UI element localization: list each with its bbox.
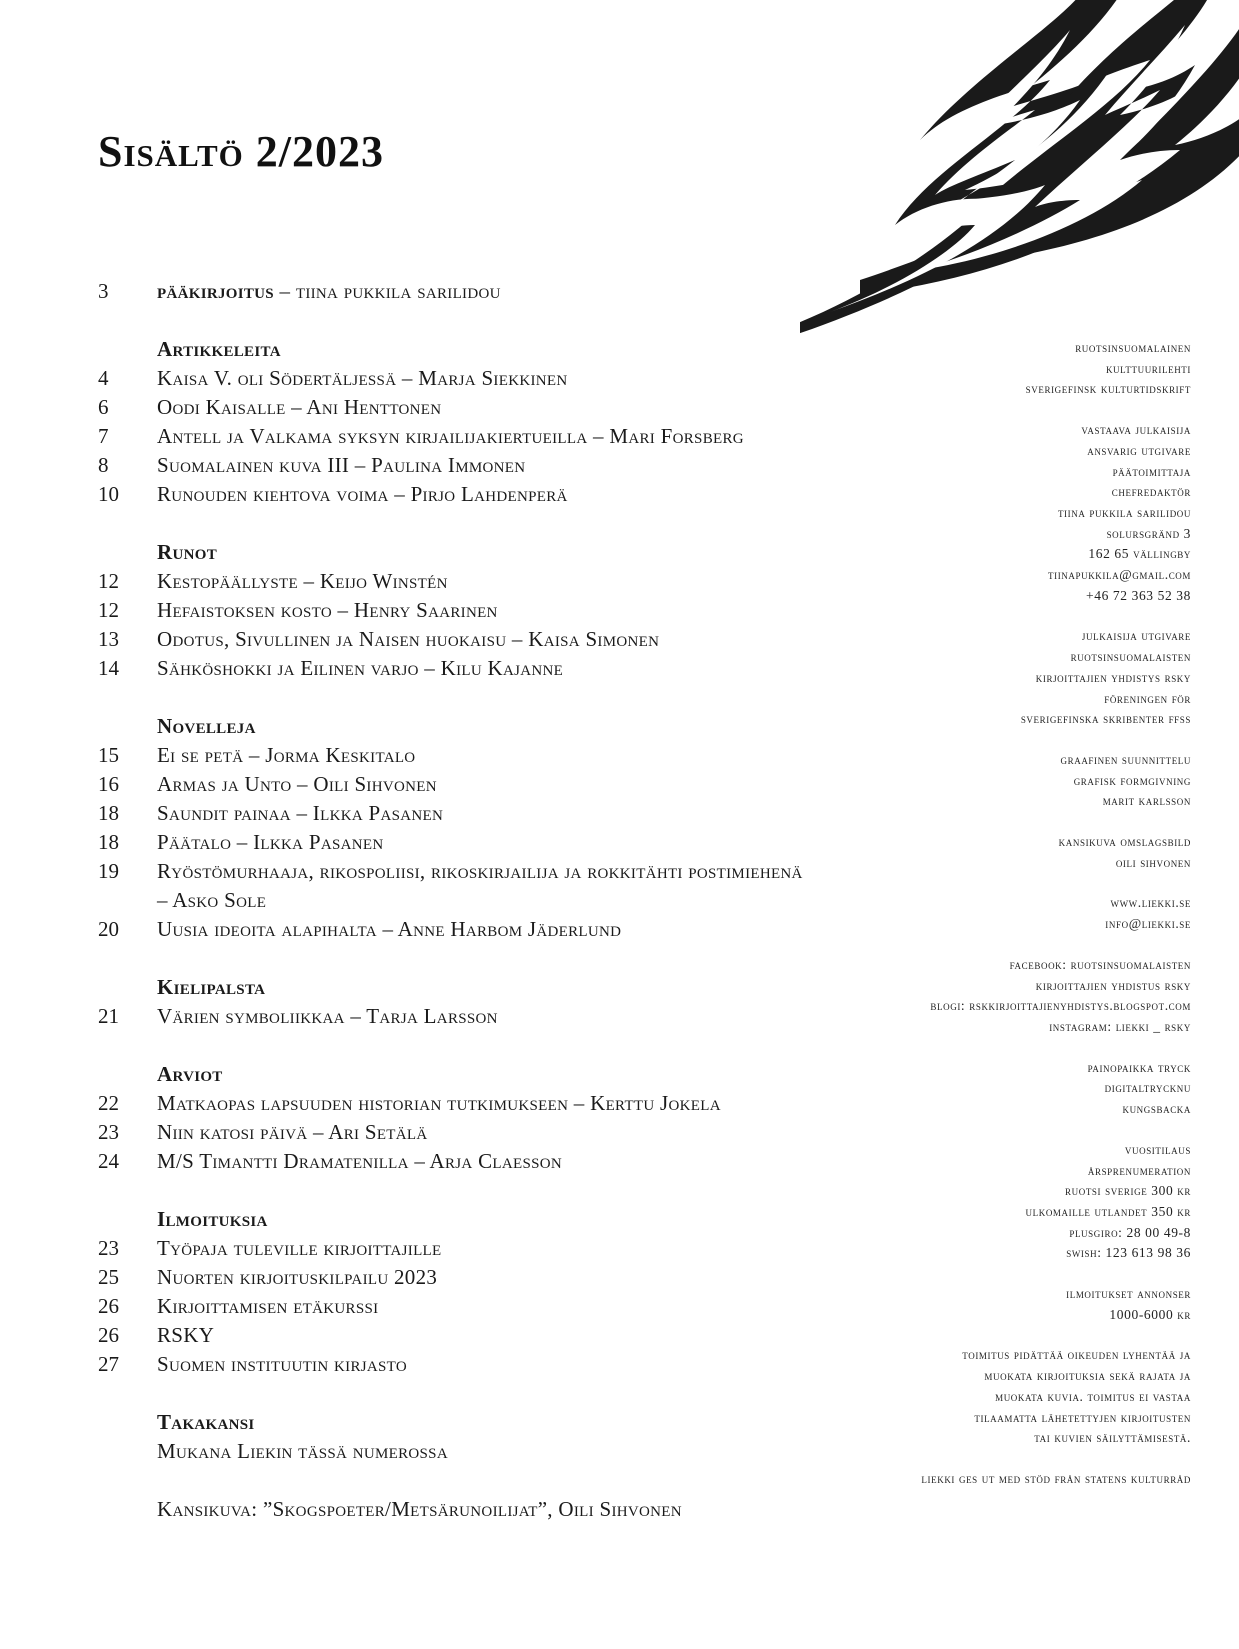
colophon-line: tiina pukkila sarilidou bbox=[1057, 504, 1191, 520]
toc-item-title: RSKY bbox=[157, 1323, 215, 1347]
colophon-line: info@liekki.se bbox=[1105, 916, 1191, 932]
colophon-block bbox=[771, 955, 1191, 1038]
toc-item-title: Kestopäällyste – Keijo Winstén bbox=[157, 569, 448, 593]
colophon-line: tiinapukkila@gmail.com bbox=[1048, 567, 1191, 583]
editorial-author: – tiina pukkila sarilidou bbox=[273, 279, 501, 303]
colophon-line: blogi: rskkirjoittajienyhdistys.blogspot.com bbox=[930, 998, 1191, 1014]
colophon-block bbox=[771, 1284, 1191, 1325]
colophon-line: 1000-6000 kr bbox=[1109, 1306, 1191, 1322]
toc-item-title: – Asko Sole bbox=[157, 888, 267, 912]
colophon-line: solursgränd 3 bbox=[1106, 525, 1191, 541]
toc-page-number: 13 bbox=[98, 627, 119, 651]
cover-note: Kansikuva: ”Skogspoeter/Metsärunoilijat”, Oili Sihvonen bbox=[157, 1497, 682, 1521]
colophon-line: plusgiro: 28 00 49-8 bbox=[1069, 1224, 1191, 1240]
colophon-line: liekki ges ut med stöd från statens kulturråd bbox=[921, 1470, 1191, 1486]
colophon-line: grafisk formgivning bbox=[1073, 772, 1191, 788]
colophon-line: föreningen för bbox=[1104, 690, 1191, 706]
toc-item-title: Matkaopas lapsuuden historian tutkimukseen – Kerttu Jokela bbox=[157, 1091, 721, 1115]
toc-item-title: Odotus, Sivullinen ja Naisen huokaisu – Kaisa Simonen bbox=[157, 627, 660, 651]
toc-page-number: 8 bbox=[98, 453, 109, 477]
section-heading: Artikkeleita bbox=[157, 337, 281, 361]
colophon-line: chefredaktör bbox=[1111, 484, 1191, 500]
toc-page-number: 21 bbox=[98, 1004, 119, 1028]
toc-page-number: 3 bbox=[98, 279, 109, 303]
toc-page-number: 16 bbox=[98, 772, 119, 796]
colophon-line: +46 72 363 52 38 bbox=[1086, 587, 1191, 603]
toc-page-number: 10 bbox=[98, 482, 119, 506]
colophon-block bbox=[771, 1058, 1191, 1120]
toc-item-title: Kirjoittamisen etäkurssi bbox=[157, 1294, 379, 1318]
editorial-label: pääkirjoitus bbox=[157, 279, 274, 303]
toc-item-title: Suomen instituutin kirjasto bbox=[157, 1352, 407, 1376]
toc-page-number: 23 bbox=[98, 1236, 119, 1260]
colophon-line: ruotsi sverige 300 kr bbox=[1065, 1183, 1191, 1199]
toc-item-title: Nuorten kirjoituskilpailu 2023 bbox=[157, 1265, 438, 1289]
section-heading: Runot bbox=[157, 540, 218, 564]
toc-item-title: Saundit painaa – Ilkka Pasanen bbox=[157, 801, 444, 825]
toc-item-title: Suomalainen kuva III – Paulina Immonen bbox=[157, 453, 526, 477]
colophon-block bbox=[771, 1469, 1191, 1490]
toc-item-title: Runouden kiehtova voima – Pirjo Lahdenperä bbox=[157, 482, 568, 506]
colophon-line: ruotsinsuomalaisten bbox=[1070, 649, 1191, 665]
colophon-line: marit karlsson bbox=[1102, 793, 1191, 809]
colophon-line: kirjoittajien yhdistys rsky bbox=[1035, 669, 1191, 685]
toc-item-title: Kaisa V. oli Södertäljessä – Marja Siekkinen bbox=[157, 366, 568, 390]
colophon-line: swish: 123 613 98 36 bbox=[1066, 1245, 1191, 1261]
toc-page-number: 19 bbox=[98, 859, 119, 883]
toc-page-number: 12 bbox=[98, 569, 119, 593]
toc-page-number: 7 bbox=[98, 424, 109, 448]
colophon-block bbox=[771, 893, 1191, 934]
colophon-line: ulkomaille utlandet 350 kr bbox=[1025, 1203, 1191, 1219]
colophon bbox=[771, 338, 1191, 1510]
toc-item-title: Työpaja tuleville kirjoittajille bbox=[157, 1236, 442, 1260]
toc-item-title: Uusia ideoita alapihalta – Anne Harbom Jäderlund bbox=[157, 917, 622, 941]
colophon-line: årsprenumeration bbox=[1087, 1162, 1191, 1178]
colophon-block bbox=[771, 1140, 1191, 1264]
toc-page-number: 24 bbox=[98, 1149, 119, 1173]
colophon-line: kulttuurilehti bbox=[1105, 360, 1191, 376]
colophon-line: toimitus pidättää oikeuden lyhentää ja bbox=[962, 1347, 1191, 1363]
toc-page-number: 20 bbox=[98, 917, 119, 941]
colophon-line: digitaltrycknu bbox=[1104, 1080, 1191, 1096]
section-heading: Ilmoituksia bbox=[157, 1207, 268, 1231]
colophon-line: facebook: ruotsinsuomalaisten bbox=[1009, 956, 1191, 972]
colophon-line: kansikuva omslagsbild bbox=[1058, 834, 1191, 850]
colophon-line: ilmoitukset annonser bbox=[1066, 1286, 1191, 1302]
colophon-line: graafinen suunnittelu bbox=[1060, 751, 1191, 767]
toc-page-number: 25 bbox=[98, 1265, 119, 1289]
toc-item-title: Oodi Kaisalle – Ani Henttonen bbox=[157, 395, 442, 419]
toc-page-number: 18 bbox=[98, 801, 119, 825]
colophon-line: kirjoittajien yhdistus rsky bbox=[1035, 977, 1191, 993]
colophon-line: julkaisija utgivare bbox=[1081, 628, 1191, 644]
toc-item-title: Päätalo – Ilkka Pasanen bbox=[157, 830, 384, 854]
toc-item-title: Niin katosi päivä – Ari Setälä bbox=[157, 1120, 428, 1144]
toc-page-number: 18 bbox=[98, 830, 119, 854]
toc-page-number: 12 bbox=[98, 598, 119, 622]
page-title: Sisältö 2/2023 bbox=[98, 127, 385, 176]
section-heading: Arviot bbox=[157, 1062, 223, 1086]
toc-page-number: 22 bbox=[98, 1091, 119, 1115]
colophon-block bbox=[771, 750, 1191, 812]
toc-item-title: Sähköshokki ja Eilinen varjo – Kilu Kajanne bbox=[157, 656, 564, 680]
colophon-line: muokata kirjoituksia sekä rajata ja bbox=[984, 1368, 1191, 1384]
toc-page-number: 26 bbox=[98, 1323, 119, 1347]
colophon-line: oili sihvonen bbox=[1115, 854, 1191, 870]
toc-item-title: Mukana Liekin tässä numerossa bbox=[157, 1439, 448, 1463]
colophon-line: kungsbacka bbox=[1122, 1101, 1191, 1117]
colophon-block bbox=[771, 832, 1191, 873]
colophon-line: vastaava julkaisija bbox=[1081, 422, 1191, 438]
toc-page-number: 6 bbox=[98, 395, 109, 419]
colophon-block bbox=[771, 1345, 1191, 1449]
colophon-line: 162 65 vällingby bbox=[1088, 546, 1191, 562]
colophon-line: tilaamatta lähetettyjen kirjoitusten bbox=[974, 1409, 1191, 1425]
colophon-line: www.liekki.se bbox=[1110, 895, 1191, 911]
colophon-line: painopaikka tryck bbox=[1087, 1059, 1191, 1075]
section-heading: Takakansi bbox=[157, 1410, 255, 1434]
toc-item-title: Ei se petä – Jorma Keskitalo bbox=[157, 743, 416, 767]
toc-item-editorial[interactable] bbox=[98, 277, 898, 306]
toc-page-number: 26 bbox=[98, 1294, 119, 1318]
colophon-line: sverigefinsk kulturtidskrift bbox=[1025, 381, 1191, 397]
colophon-block bbox=[771, 626, 1191, 730]
colophon-line: muokata kuvia. toimitus ei vastaa bbox=[995, 1388, 1191, 1404]
toc-page-number: 27 bbox=[98, 1352, 119, 1376]
toc-page-number: 23 bbox=[98, 1120, 119, 1144]
colophon-line: vuositilaus bbox=[1124, 1141, 1191, 1157]
toc-item-title: M/S Timantti Dramatenilla – Arja Claesson bbox=[157, 1149, 563, 1173]
colophon-line: instagram: liekki _ rsky bbox=[1049, 1018, 1191, 1034]
toc-page-number: 14 bbox=[98, 656, 119, 680]
colophon-block bbox=[771, 338, 1191, 400]
toc-item-title: Ryöstömurhaaja, rikospoliisi, rikoskirjailija ja rokkitähti postimiehenä bbox=[157, 859, 803, 883]
section-heading: Kielipalsta bbox=[157, 975, 266, 999]
colophon-line: ruotsinsuomalainen bbox=[1075, 340, 1191, 355]
colophon-line: tai kuvien säilyttämisestä. bbox=[1034, 1430, 1191, 1446]
toc-page-number: 15 bbox=[98, 743, 119, 767]
colophon-line: päätoimittaja bbox=[1112, 463, 1191, 479]
section-heading: Novelleja bbox=[157, 714, 256, 738]
toc-item-title: Hefaistoksen kosto – Henry Saarinen bbox=[157, 598, 498, 622]
colophon-block bbox=[771, 420, 1191, 606]
colophon-line: sverigefinska skribenter ffss bbox=[1020, 711, 1191, 727]
toc-item-title: Armas ja Unto – Oili Sihvonen bbox=[157, 772, 437, 796]
toc-item-title: Värien symboliikkaa – Tarja Larsson bbox=[157, 1004, 498, 1028]
toc-page-number: 4 bbox=[98, 366, 109, 390]
colophon-line: ansvarig utgivare bbox=[1087, 442, 1191, 458]
toc-item-title bbox=[157, 279, 501, 304]
toc-item-title: Antell ja Valkama syksyn kirjailijakiertueilla – Mari Forsberg bbox=[157, 424, 744, 448]
